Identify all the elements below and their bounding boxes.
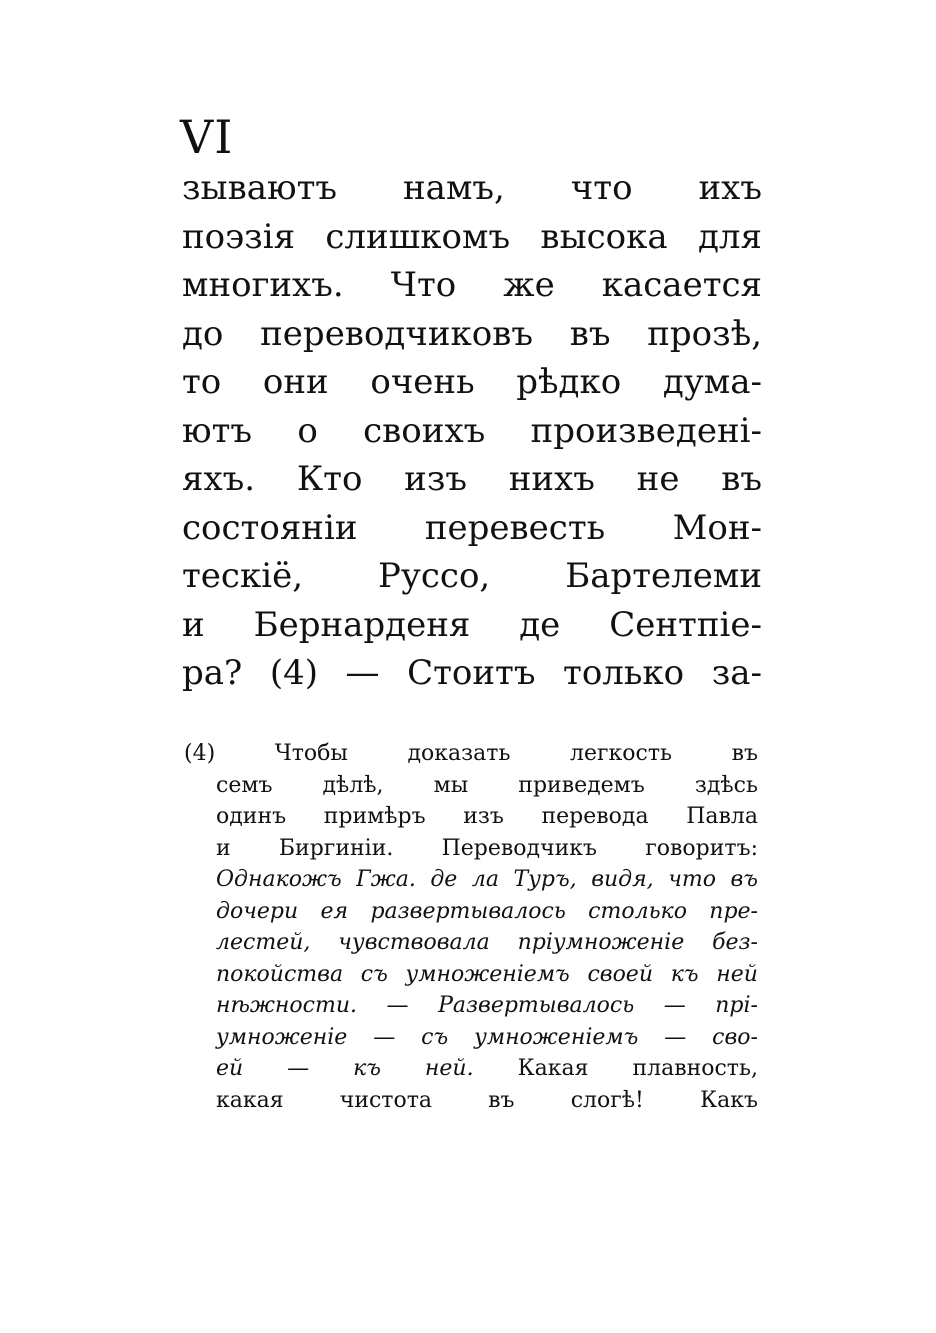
word: приведемъ <box>518 772 645 798</box>
body-line <box>182 213 762 262</box>
word: слогѣ! <box>570 1087 644 1113</box>
word: очень <box>370 362 475 402</box>
word: доказать <box>407 741 511 766</box>
word: умноженіемъ <box>474 1024 639 1050</box>
word: они <box>262 362 329 402</box>
footnote-line <box>184 959 758 991</box>
word: без- <box>712 930 758 955</box>
word: — <box>345 653 380 693</box>
word: говоритъ: <box>645 835 758 861</box>
body-line <box>182 358 762 407</box>
word: умноженіе <box>216 1024 348 1050</box>
word: ей <box>216 1056 244 1081</box>
word: мы <box>433 772 469 798</box>
word: умноженіемъ <box>405 961 570 987</box>
body-line <box>182 310 762 359</box>
word: о <box>297 410 318 451</box>
word: ней <box>716 961 758 987</box>
body-line <box>182 164 762 213</box>
word: семъ <box>216 772 273 798</box>
footnote-first-line <box>184 738 758 770</box>
word: только <box>563 653 685 693</box>
word: за- <box>711 653 762 693</box>
word: одинъ <box>216 804 287 829</box>
word: Что <box>390 265 457 305</box>
word: нѣжности. <box>216 993 357 1018</box>
word: Чтобы <box>274 741 348 766</box>
word: къ <box>670 961 699 987</box>
word: для <box>697 216 762 257</box>
word: нихъ <box>508 459 595 499</box>
body-line <box>182 407 762 456</box>
body-line <box>182 504 762 553</box>
body-line <box>182 455 762 504</box>
word: въ <box>569 313 611 354</box>
word: что <box>570 168 633 208</box>
word: съ <box>421 1024 449 1050</box>
word: здѣсь <box>694 772 758 798</box>
body-text <box>182 164 762 698</box>
word: чистота <box>339 1087 433 1113</box>
footnote-line <box>184 770 758 802</box>
word: переводчиковъ <box>260 313 533 354</box>
word: ра? <box>182 653 243 693</box>
word: къ <box>353 1056 381 1081</box>
word: Кто <box>296 459 363 499</box>
word: пре- <box>709 898 758 924</box>
word: что <box>668 867 716 892</box>
word: Мон- <box>672 507 762 548</box>
word: Павла <box>686 804 758 829</box>
word: Туръ, <box>513 867 577 892</box>
word: — <box>386 993 409 1018</box>
word: Бартелеми <box>565 556 762 596</box>
word: въ <box>488 1087 515 1113</box>
footnote-block <box>184 738 758 1116</box>
word: своей <box>587 961 653 987</box>
word: съ <box>360 961 388 987</box>
word: и <box>216 835 231 861</box>
word: слишкомъ <box>325 216 511 257</box>
word: Переводчикъ <box>441 835 598 861</box>
word: изъ <box>404 459 468 499</box>
word: дѣлѣ, <box>322 772 384 798</box>
word: — <box>664 1024 687 1050</box>
word: Стоитъ <box>407 653 536 693</box>
footnote-line <box>184 1022 758 1054</box>
word: — <box>663 993 686 1018</box>
word: своихъ <box>363 410 486 451</box>
footnote-line <box>184 990 758 1022</box>
word: произведені- <box>530 410 762 451</box>
word: не <box>636 459 680 499</box>
word: — <box>287 1056 310 1081</box>
word: плавность, <box>632 1056 758 1081</box>
footnote-marker: (4) <box>184 741 216 766</box>
word: и <box>182 604 205 645</box>
word: состояніи <box>182 507 358 548</box>
word: дочери <box>216 898 299 924</box>
footnote-line <box>184 801 758 833</box>
word: де <box>519 604 561 645</box>
word: (4) <box>269 653 318 693</box>
footnote-line <box>184 927 758 959</box>
word: столько <box>588 898 687 924</box>
word: яхъ. <box>182 459 256 499</box>
word: въ <box>721 459 762 499</box>
word: тескіё, <box>182 556 304 596</box>
word: видя, <box>591 867 654 892</box>
footnote-line <box>184 896 758 928</box>
word: перевесть <box>424 507 606 548</box>
footnote-line <box>184 833 758 865</box>
body-line <box>182 261 762 310</box>
word: покойства <box>216 961 344 987</box>
word: изъ <box>463 804 504 829</box>
word: Гжа. <box>356 867 416 892</box>
word: Руссо, <box>378 556 491 596</box>
word: перевода <box>541 804 649 829</box>
word: рѣдко <box>516 362 622 402</box>
word: Бернарденя <box>253 604 471 645</box>
word: многихъ. <box>182 265 344 305</box>
word: Развертывалось <box>438 993 635 1018</box>
word: какая <box>216 1087 284 1113</box>
body-line <box>182 649 762 698</box>
word: то <box>182 362 222 402</box>
word: же <box>503 265 555 305</box>
word: Биргиніи. <box>278 835 394 861</box>
word: лестей, <box>216 930 311 955</box>
word: пріумноженіе <box>517 930 685 955</box>
word: сво- <box>712 1024 758 1050</box>
word: Однакожъ <box>216 867 342 892</box>
word: де <box>430 867 458 892</box>
word: ютъ <box>182 410 253 451</box>
word: касается <box>601 265 762 305</box>
footnote-line <box>184 1085 758 1117</box>
word: зываютъ <box>182 168 338 208</box>
word: прі- <box>715 993 758 1018</box>
word: прозѣ, <box>647 313 762 354</box>
word: поэзія <box>182 216 296 257</box>
word: ней. <box>424 1056 474 1081</box>
word: — <box>373 1024 396 1050</box>
word: до <box>182 313 224 354</box>
body-line <box>182 601 762 650</box>
word: въ <box>730 867 758 892</box>
word: развертывалось <box>370 898 566 924</box>
word: ихъ <box>698 168 762 208</box>
word: дума- <box>662 362 762 402</box>
word: въ <box>731 741 758 766</box>
footnote-line <box>184 1053 758 1085</box>
body-line <box>182 552 762 601</box>
word: высока <box>540 216 668 257</box>
word: намъ, <box>403 168 505 208</box>
word: Какъ <box>700 1087 758 1113</box>
footnote-line <box>184 864 758 896</box>
word: чувствовала <box>338 930 490 955</box>
word: ея <box>320 898 349 924</box>
word: примѣръ <box>323 804 426 829</box>
word: Какая <box>517 1056 589 1081</box>
word: ла <box>471 867 499 892</box>
word: Сентпіе- <box>609 604 762 645</box>
word: легкость <box>570 741 673 766</box>
page-number: VI <box>180 110 234 164</box>
